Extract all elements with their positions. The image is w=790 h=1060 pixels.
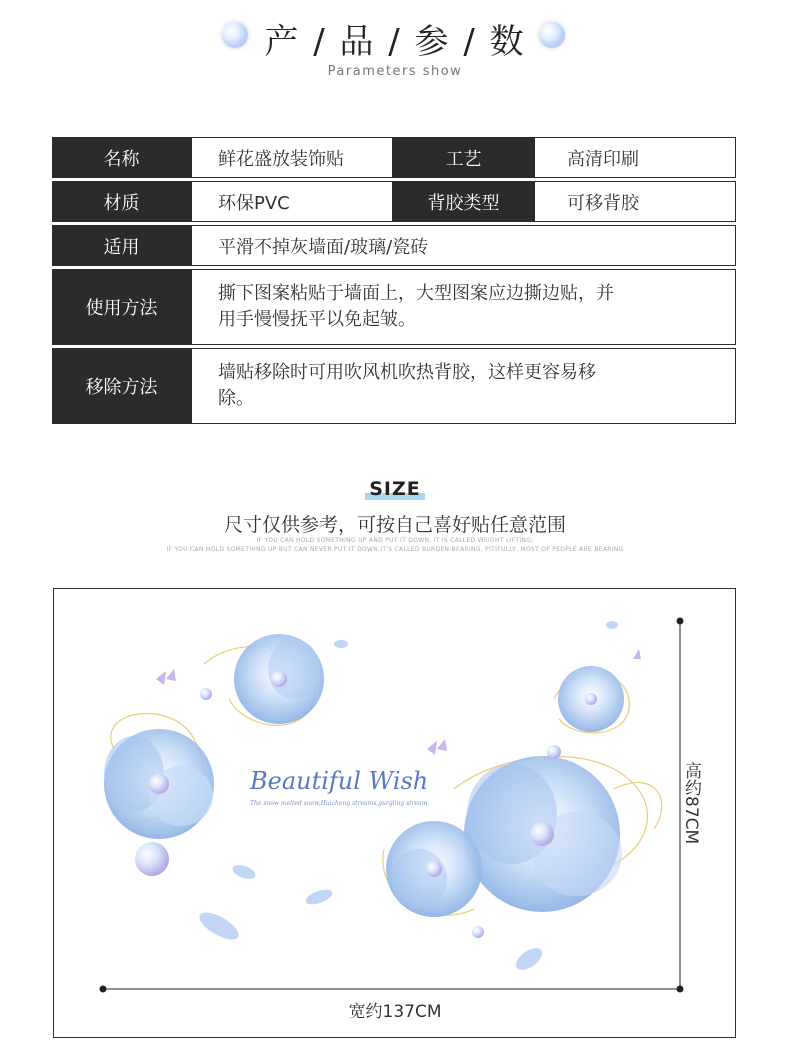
method-label: 使用方法 <box>52 269 191 345</box>
method-value: 撕下图案粘贴于墙面上，大型图案应边撕边贴，并用手慢慢抚平以免起皱。 <box>191 269 736 345</box>
pearl-decor-icon <box>200 688 212 700</box>
usage-value: 平滑不掉灰墙面/玻璃/瓷砖 <box>191 225 736 266</box>
page-title: 产 / 品 / 参 / 数 <box>264 22 526 62</box>
size-heading: SIZE <box>365 478 425 500</box>
width-dimension-label: 宽约137CM <box>348 1002 442 1022</box>
page-subtitle: Parameters show <box>327 64 463 79</box>
pearl-decor-icon <box>472 926 484 938</box>
backing-label: 背胶类型 <box>393 181 534 222</box>
removal-value: 墙贴移除时可用吹风机吹热背胶，这样更容易移除。 <box>191 348 736 424</box>
material-value: 环保PVC <box>191 181 393 222</box>
flower-artwork <box>54 589 737 1039</box>
parameter-table <box>52 137 736 427</box>
height-dimension-label: 高约87CM <box>681 762 701 845</box>
flower-top <box>234 634 324 724</box>
backing-value: 可移背胶 <box>534 181 736 222</box>
craft-label: 工艺 <box>393 137 534 178</box>
product-image-frame <box>53 588 736 1038</box>
craft-value: 高清印刷 <box>534 137 736 178</box>
flower-right-large <box>464 756 622 912</box>
flower-right-small <box>558 666 624 732</box>
param-row-removal <box>52 348 736 424</box>
artwork-script-title: Beautiful Wish <box>250 767 429 795</box>
fine-print-1: IF YOU CAN HOLD SOMETHING UP AND PUT IT DOWN, IT IS CALLED WEIGHT LIFTING; <box>256 537 534 544</box>
size-heading-wrap <box>0 478 790 500</box>
flower-left <box>104 729 214 839</box>
pearl-decor-icon <box>135 842 169 876</box>
usage-label: 适用 <box>52 225 191 266</box>
material-label: 材质 <box>52 181 191 222</box>
name-value: 鲜花盛放装饰贴 <box>191 137 393 178</box>
param-row-usage <box>52 225 736 266</box>
flower-bottom-middle <box>386 821 482 917</box>
param-row-name <box>52 137 736 178</box>
pearl-decor-icon <box>547 745 561 759</box>
artwork-script-subtitle: The snow melted snow,Huicheng streams,gurgling stream <box>250 800 428 807</box>
param-row-method <box>52 269 736 345</box>
fine-print-2: IF YOU CAN HOLD SOMETHING UP BUT CAN NEVER PUT IT DOWN,IT'S CALLED BURDEN-BEARING. PITIFULLY, MOST OF PEOPLE ARE BEARING <box>166 546 624 553</box>
width-dimension-line <box>100 986 683 992</box>
size-description: 尺寸仅供参考，可按自己喜好贴任意范围 <box>223 514 566 536</box>
name-label: 名称 <box>52 137 191 178</box>
removal-label: 移除方法 <box>52 348 191 424</box>
param-row-material <box>52 181 736 222</box>
